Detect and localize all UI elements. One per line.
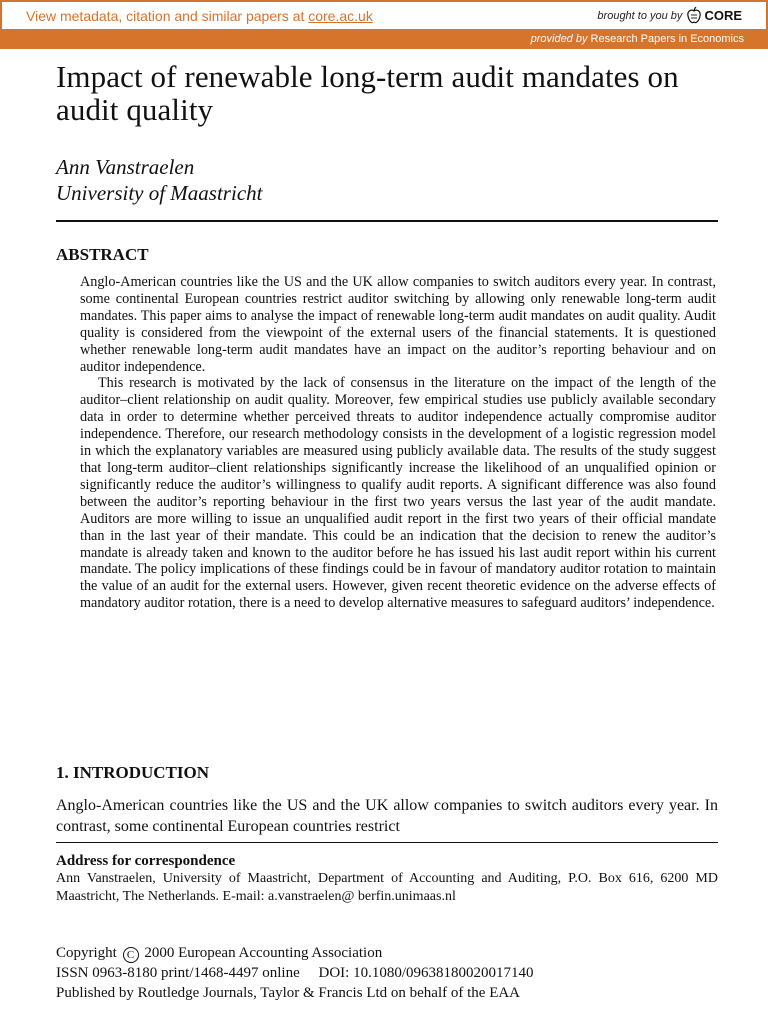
core-logo[interactable] [686,7,742,25]
metadata-link[interactable] [26,8,373,24]
banner-top-bar [0,0,768,29]
correspondence-heading: Address for correspondence [56,853,236,869]
brought-to-you [597,7,742,25]
title-divider [56,220,718,222]
introduction-heading: 1. INTRODUCTION [56,763,210,782]
copyright-label: Copyright [56,945,117,961]
publisher-line: Published by Routledge Journals, Taylor & Francis Ltd on behalf of the EAA [56,985,521,1001]
issn-doi-line: ISSN 0963-8180 print/1468-4497 online DOI: 10.1080/09638180020017140 [56,965,534,981]
paper-title: Impact of renewable long-term audit mandates on audit quality [56,59,679,127]
correspondence-block [56,852,718,906]
author-block [56,154,262,206]
author-affiliation: University of Maastricht [56,181,263,205]
abstract-paragraph-1: Anglo-American countries like the US and the UK allow companies to switch auditors every year. In contrast, some continental European countries restrict auditor switching by allowing only renewable long-term audit mandates. This paper aims to analyse the impact of renewable long-term audit mandates on audit quality. Audit quality is considered from the viewpoint of the external users of the financial statements. It is questioned whether renewable long-term audit mandates have an impact on the auditor’s reporting behaviour and on auditor independence. [80,274,716,375]
copyright-block [56,943,718,1003]
provided-by-label: provided by [530,33,588,45]
core-label: CORE [704,8,742,23]
core-banner [0,0,768,49]
provider-link[interactable]: Research Papers in Economics [587,33,744,45]
provided-by-bar [0,29,768,49]
metadata-link-text: View metadata, citation and similar papers at [26,7,309,24]
footnote-divider [56,842,718,843]
abstract-heading: ABSTRACT [56,245,149,264]
copyright-holder: 2000 European Accounting Association [140,945,383,961]
introduction-text: Anglo-American countries like the US and the UK allow companies to switch auditors every year. In contrast, some continental European countries restrict [56,797,718,835]
brought-to-you-text: brought to you by [597,9,683,22]
core-apple-icon [686,7,702,25]
copyright-symbol-icon: C [123,947,139,963]
abstract-body [80,274,716,612]
core-ac-uk-link[interactable]: core.ac.uk [308,7,373,24]
copyright-line [56,943,718,963]
abstract-paragraph-2: This research is motivated by the lack of consensus in the literature on the impact of the length of the auditor–client relationship on audit quality. Moreover, few empirical studies use publicly available secondary data in order to determine whether perceived threats to auditor independence actually compromise auditor independence. Therefore, our research methodology consists in the development of a logistic regression model in which the explanatory variables are measured using publicly available data. The results of the study suggest that long-term auditor–client relationships significantly increase the likelihood of an unqualified opinion or significantly reduce the auditor’s willingness to qualify audit reports. A significant difference was also found between the auditor’s reporting behaviour in the first two years versus the last year of the audit mandate. Auditors are more willing to issue an unqualified audit report in the first two years of their official mandate than in the last year of their mandate. This could be an indication that the decision to renew the auditor’s mandate is already taken and known to the auditor before he has issued his last audit report within his current mandate. The policy implications of these findings could be in favour of mandatory auditor rotation to maintain the value of an audit for the external users. However, given recent theoretic evidence on the adverse effects of mandatory auditor rotation, there is a need to develop alternative measures to safeguard auditors’ independence. [80,375,716,612]
correspondence-address: Ann Vanstraelen, University of Maastricht, Department of Accounting and Auditing, P.O. Box 616, 6200 MD Maastricht, The Netherlands. E-mail: a.vanstraelen@ berfin.unimaas.nl [56,871,718,904]
author-name: Ann Vanstraelen [56,155,195,179]
